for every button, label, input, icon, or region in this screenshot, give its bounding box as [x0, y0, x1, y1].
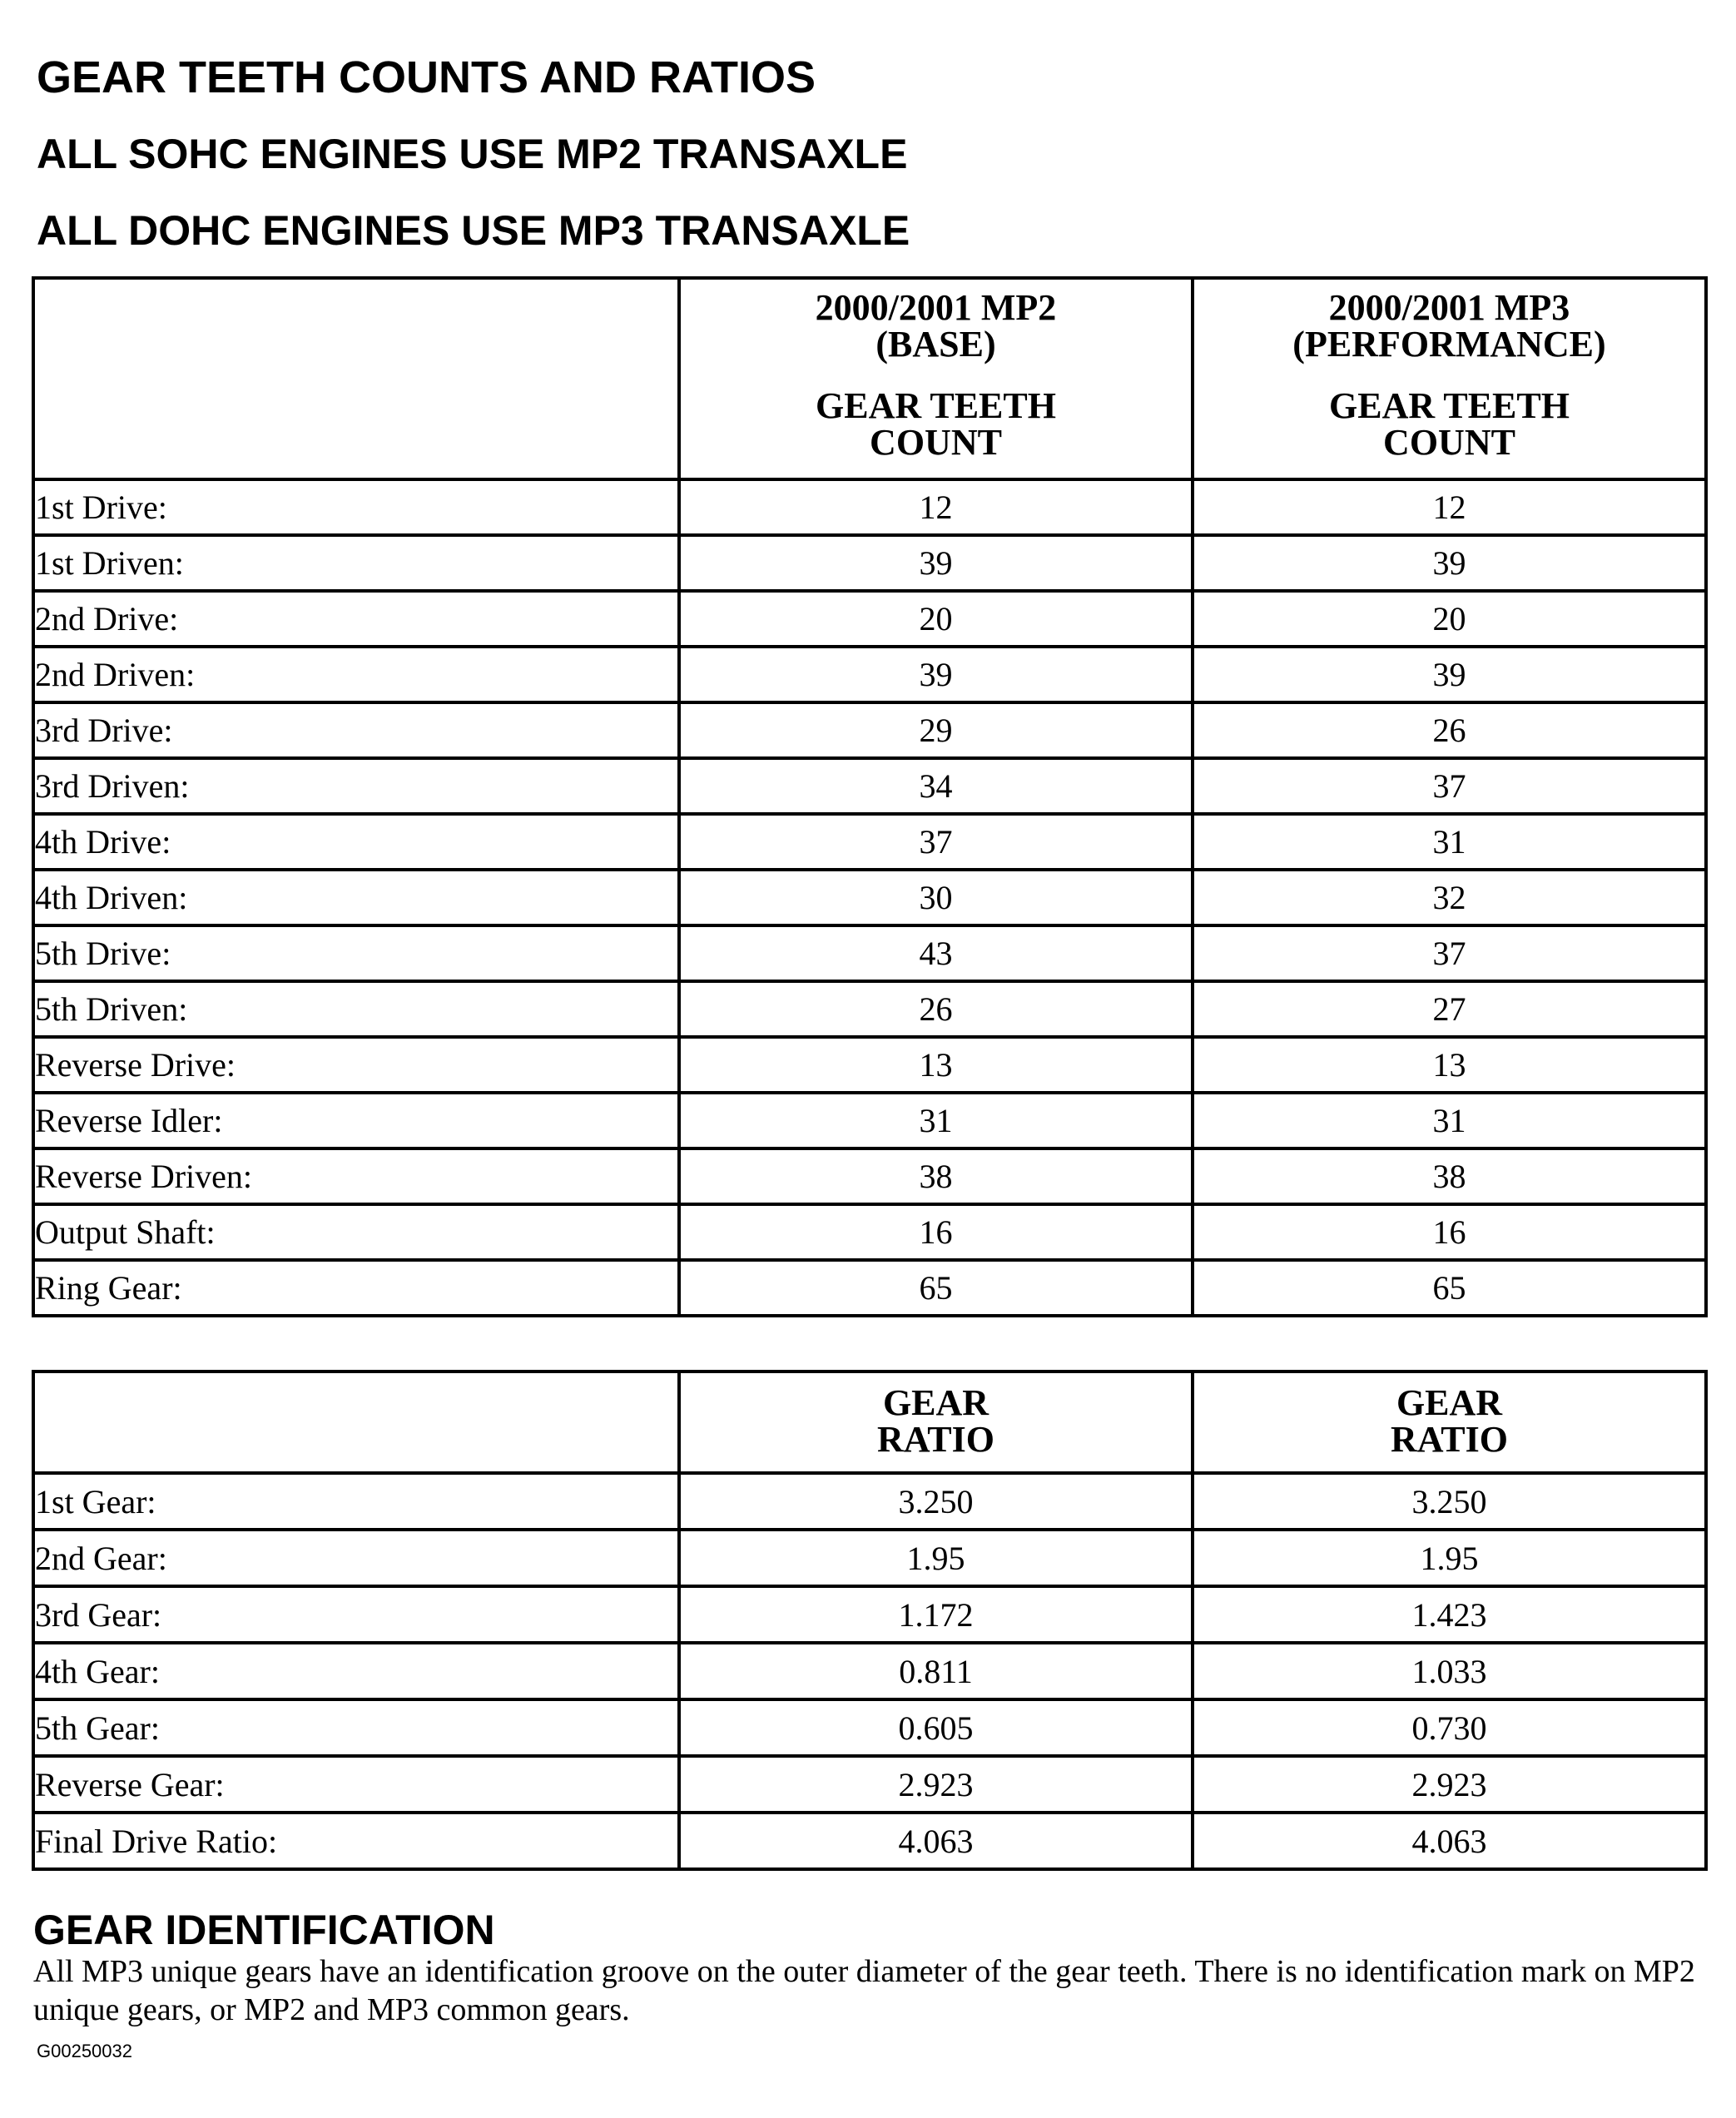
mp3-value: 38	[1193, 1148, 1706, 1204]
mp2-model-label: 2000/2001 MP2	[815, 287, 1057, 328]
table-row	[33, 1204, 1706, 1260]
table-row	[33, 535, 1706, 591]
mp3-value: 32	[1193, 870, 1706, 925]
teeth-header-blank	[33, 278, 679, 479]
table-row	[33, 1813, 1706, 1869]
table-row	[33, 1530, 1706, 1586]
mp2-value: 30	[679, 870, 1193, 925]
mp3-variant-label: (PERFORMANCE)	[1292, 324, 1606, 365]
mp2-value: 26	[679, 981, 1193, 1037]
table-row	[33, 1643, 1706, 1699]
row-label: Final Drive Ratio:	[33, 1813, 679, 1869]
mp3-value: 37	[1193, 925, 1706, 981]
mp3-value: 20	[1193, 591, 1706, 647]
mp2-value: 39	[679, 535, 1193, 591]
mp2-value: 3.250	[679, 1473, 1193, 1530]
table-row	[33, 1148, 1706, 1204]
page-title: GEAR TEETH COUNTS AND RATIOS	[37, 52, 816, 102]
mp3-metric-line2: COUNT	[1383, 422, 1515, 463]
mp2-metric-line2: COUNT	[870, 422, 1002, 463]
row-label: 1st Gear:	[33, 1473, 679, 1530]
mp3-ratio-header	[1193, 1371, 1706, 1473]
mp2-value: 1.95	[679, 1530, 1193, 1586]
row-label: 5th Drive:	[33, 925, 679, 981]
mp3-value: 39	[1193, 647, 1706, 702]
mp3-value: 1.423	[1193, 1586, 1706, 1643]
mp3-value: 0.730	[1193, 1699, 1706, 1756]
gear-identification-title: GEAR IDENTIFICATION	[33, 1907, 495, 1953]
mp3-value: 16	[1193, 1204, 1706, 1260]
mp2-value: 1.172	[679, 1586, 1193, 1643]
mp3-metric-line1: GEAR TEETH	[1329, 385, 1570, 426]
table-row	[33, 1586, 1706, 1643]
mp3-teeth-header	[1193, 278, 1706, 479]
table-row	[33, 1756, 1706, 1813]
row-label: 2nd Drive:	[33, 591, 679, 647]
ratio-table-body	[33, 1473, 1706, 1869]
row-label: 4th Gear:	[33, 1643, 679, 1699]
gear-teeth-table	[32, 276, 1708, 1317]
mp2-value: 0.811	[679, 1643, 1193, 1699]
mp3-value: 3.250	[1193, 1473, 1706, 1530]
row-label: 1st Drive:	[33, 479, 679, 535]
mp3-value: 1.033	[1193, 1643, 1706, 1699]
mp3-value: 4.063	[1193, 1813, 1706, 1869]
mp2-metric-line1: GEAR TEETH	[816, 385, 1056, 426]
table-row	[33, 591, 1706, 647]
mp3-value: 27	[1193, 981, 1706, 1037]
mp2-value: 31	[679, 1093, 1193, 1148]
mp2-value: 43	[679, 925, 1193, 981]
row-label: 4th Drive:	[33, 814, 679, 870]
row-label: 4th Driven:	[33, 870, 679, 925]
table-row	[33, 1699, 1706, 1756]
gear-identification-text: All MP3 unique gears have an identification groove on the outer diameter of the gear teeth. There is no identification mark on MP2 unique gears, or MP2 and MP3 common gears.	[33, 1954, 1695, 2027]
row-label: 2nd Driven:	[33, 647, 679, 702]
table-row	[33, 479, 1706, 535]
mp2-value: 16	[679, 1204, 1193, 1260]
table-row	[33, 814, 1706, 870]
mp2-ratio-header	[679, 1371, 1193, 1473]
row-label: 3rd Gear:	[33, 1586, 679, 1643]
row-label: Reverse Idler:	[33, 1093, 679, 1148]
mp2-value: 38	[679, 1148, 1193, 1204]
mp3-value: 12	[1193, 479, 1706, 535]
row-label: 3rd Drive:	[33, 702, 679, 758]
mp2-value: 20	[679, 591, 1193, 647]
mp2-value: 39	[679, 647, 1193, 702]
table-row	[33, 758, 1706, 814]
mp3-value: 26	[1193, 702, 1706, 758]
table-row	[33, 925, 1706, 981]
mp2-value: 34	[679, 758, 1193, 814]
table-row	[33, 647, 1706, 702]
mp2-ratio-line2: RATIO	[877, 1419, 994, 1460]
row-label: 5th Driven:	[33, 981, 679, 1037]
mp2-value: 29	[679, 702, 1193, 758]
dohc-subtitle: ALL DOHC ENGINES USE MP3 TRANSAXLE	[37, 207, 910, 254]
mp3-value: 65	[1193, 1260, 1706, 1316]
table-row	[33, 870, 1706, 925]
row-label: Reverse Driven:	[33, 1148, 679, 1204]
teeth-table-body	[33, 479, 1706, 1316]
table-row	[33, 1473, 1706, 1530]
row-label: Reverse Drive:	[33, 1037, 679, 1093]
mp2-variant-label: (BASE)	[875, 324, 996, 365]
mp2-value: 65	[679, 1260, 1193, 1316]
mp3-value: 31	[1193, 1093, 1706, 1148]
mp2-value: 13	[679, 1037, 1193, 1093]
mp2-teeth-header	[679, 278, 1193, 479]
table-row	[33, 981, 1706, 1037]
mp2-value: 12	[679, 479, 1193, 535]
teeth-header-row	[33, 278, 1706, 479]
row-label: Output Shaft:	[33, 1204, 679, 1260]
ratio-header-row	[33, 1371, 1706, 1473]
row-label: 3rd Driven:	[33, 758, 679, 814]
mp2-value: 2.923	[679, 1756, 1193, 1813]
row-label: 1st Driven:	[33, 535, 679, 591]
sohc-subtitle: ALL SOHC ENGINES USE MP2 TRANSAXLE	[37, 131, 908, 177]
mp3-model-label: 2000/2001 MP3	[1328, 287, 1570, 328]
row-label: Ring Gear:	[33, 1260, 679, 1316]
table-row	[33, 1260, 1706, 1316]
table-row	[33, 1093, 1706, 1148]
mp2-value: 37	[679, 814, 1193, 870]
mp3-ratio-line2: RATIO	[1391, 1419, 1508, 1460]
row-label: 5th Gear:	[33, 1699, 679, 1756]
mp3-value: 37	[1193, 758, 1706, 814]
table-row	[33, 702, 1706, 758]
mp2-value: 4.063	[679, 1813, 1193, 1869]
row-label: 2nd Gear:	[33, 1530, 679, 1586]
mp2-value: 0.605	[679, 1699, 1193, 1756]
mp3-ratio-line1: GEAR	[1396, 1382, 1503, 1423]
row-label: Reverse Gear:	[33, 1756, 679, 1813]
mp3-value: 13	[1193, 1037, 1706, 1093]
mp3-value: 39	[1193, 535, 1706, 591]
gear-ratio-table	[32, 1370, 1708, 1871]
table-row	[33, 1037, 1706, 1093]
figure-code: G00250032	[37, 2041, 132, 2061]
ratio-header-blank	[33, 1371, 679, 1473]
mp2-ratio-line1: GEAR	[882, 1382, 990, 1423]
mp3-value: 2.923	[1193, 1756, 1706, 1813]
mp3-value: 1.95	[1193, 1530, 1706, 1586]
mp3-value: 31	[1193, 814, 1706, 870]
